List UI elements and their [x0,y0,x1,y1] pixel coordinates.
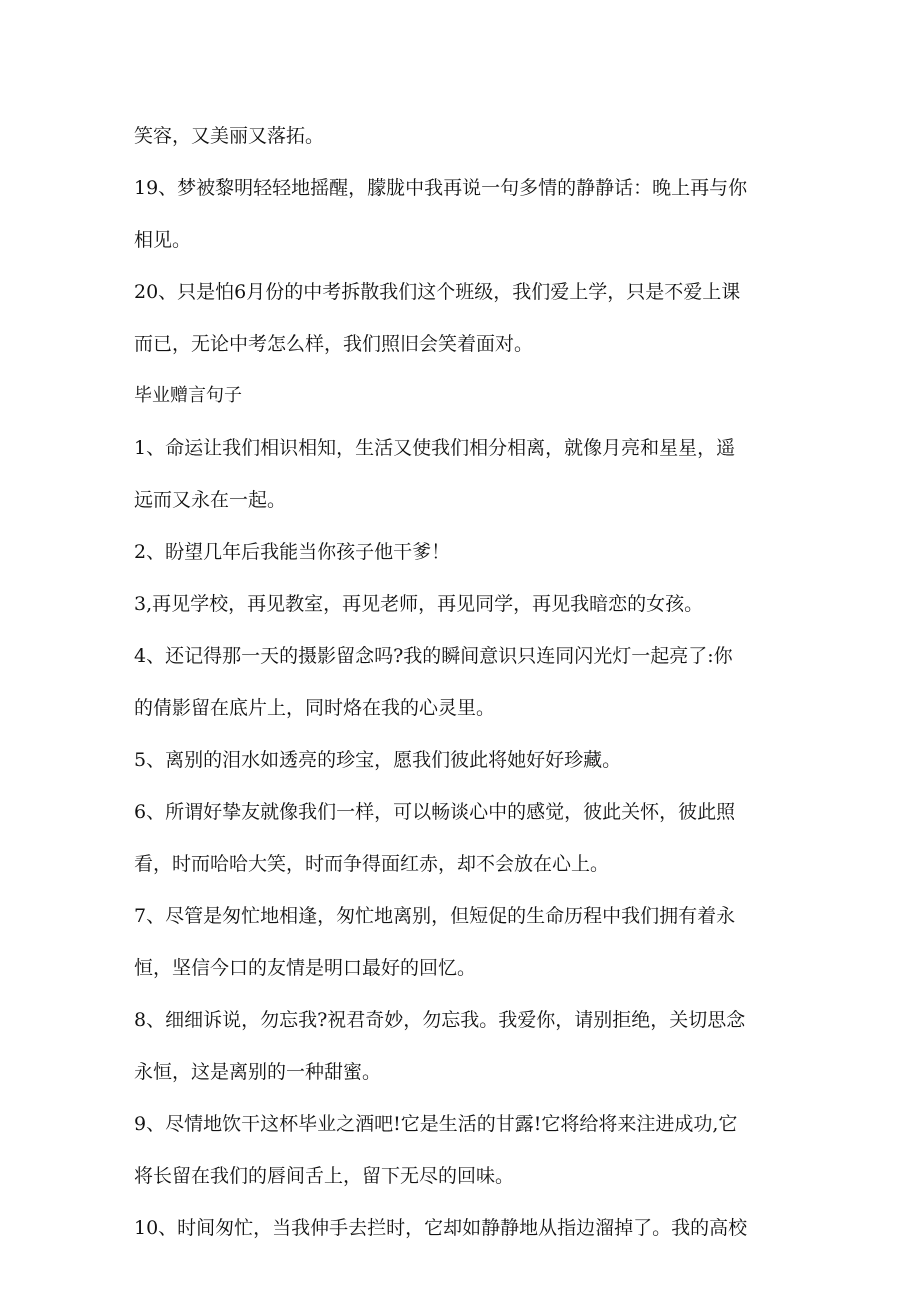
paragraph-line: 1、命运让我们相识相知，生活又使我们相分相离，就像月亮和星星，遥 [134,437,736,459]
section-heading: 毕业赠言句子 [134,385,242,406]
line-gap [134,934,786,950]
paragraph-line: 3,再见学校，再见教室，再见老师，再见同学，再见我暗恋的女孩。 [134,593,704,615]
paragraph-gap [134,1194,786,1210]
line-gap [134,310,786,326]
paragraph-line: 9、尽情地饮干这杯毕业之酒吧!它是生活的甘露!它将给将来注进成功,它 [134,1113,738,1135]
paragraph-line: 10、时间匆忙，当我伸手去拦时，它却如静静地从指边溜掉了。我的高校 [134,1217,748,1239]
paragraph-line: 的倩影留在底片上，同时烙在我的心灵里。 [134,697,496,719]
paragraph-gap [134,726,786,742]
line-gap [134,206,786,222]
paragraph-gap [134,1090,786,1106]
paragraph-line: 7、尽管是匆忙地相逢，匆忙地离别，但短促的生命历程中我们拥有着永 [134,905,736,927]
paragraph-line: 恒，坚信今口的友情是明口最好的回忆。 [134,957,477,979]
paragraph-line: 4、还记得那一天的摄影留念吗?我的瞬间意识只连同闪光灯一起亮了:你 [134,645,733,667]
paragraph-line: 19、梦被黎明轻轻地摇醒，朦胧中我再说一句多情的静静话：晚上再与你 [134,177,748,199]
paragraph-gap [134,778,786,794]
paragraph-gap [134,986,786,1002]
paragraph-gap [134,622,786,638]
paragraph-gap [134,154,786,170]
paragraph-line: 将长留在我们的唇间舌上，留下无尽的回味。 [134,1165,515,1187]
paragraph-line: 2、盼望几年后我能当你孩子他干爹！ [134,541,451,563]
line-gap [134,1142,786,1158]
paragraph-gap [134,362,786,378]
paragraph-line: 而已，无论中考怎么样，我们照旧会笑着面对。 [134,333,534,355]
document-body [134,118,786,1246]
paragraph-line: 永恒，这是离别的一种甜蜜。 [134,1061,382,1083]
paragraph-gap [134,414,786,430]
paragraph-gap [134,882,786,898]
paragraph-line: 看，时而哈哈大笑，时而争得面红赤，却不会放在心上。 [134,853,610,875]
paragraph-gap [134,570,786,586]
line-gap [134,674,786,690]
paragraph-line: 20、只是怕6月份的中考拆散我们这个班级，我们爱上学，只是不爱上课 [134,281,741,303]
paragraph-line: 相见。 [134,229,192,251]
paragraph-line: 笑容，又美丽又落拓。 [134,125,325,147]
paragraph-gap [134,518,786,534]
line-gap [134,466,786,482]
paragraph-line: 5、离别的泪水如透亮的珍宝，愿我们彼此将她好好珍藏。 [134,749,622,771]
paragraph-gap [134,258,786,274]
paragraph-line: 6、所谓好挚友就像我们一样，可以畅谈心中的感觉，彼此关怀，彼此照 [134,801,736,823]
paragraph-line: 8、细细诉说，勿忘我?祝君奇妙，勿忘我。我爱你，请别拒绝，关切思念 [134,1009,746,1031]
line-gap [134,1038,786,1054]
paragraph-line: 远而又永在一起。 [134,489,287,511]
line-gap [134,830,786,846]
